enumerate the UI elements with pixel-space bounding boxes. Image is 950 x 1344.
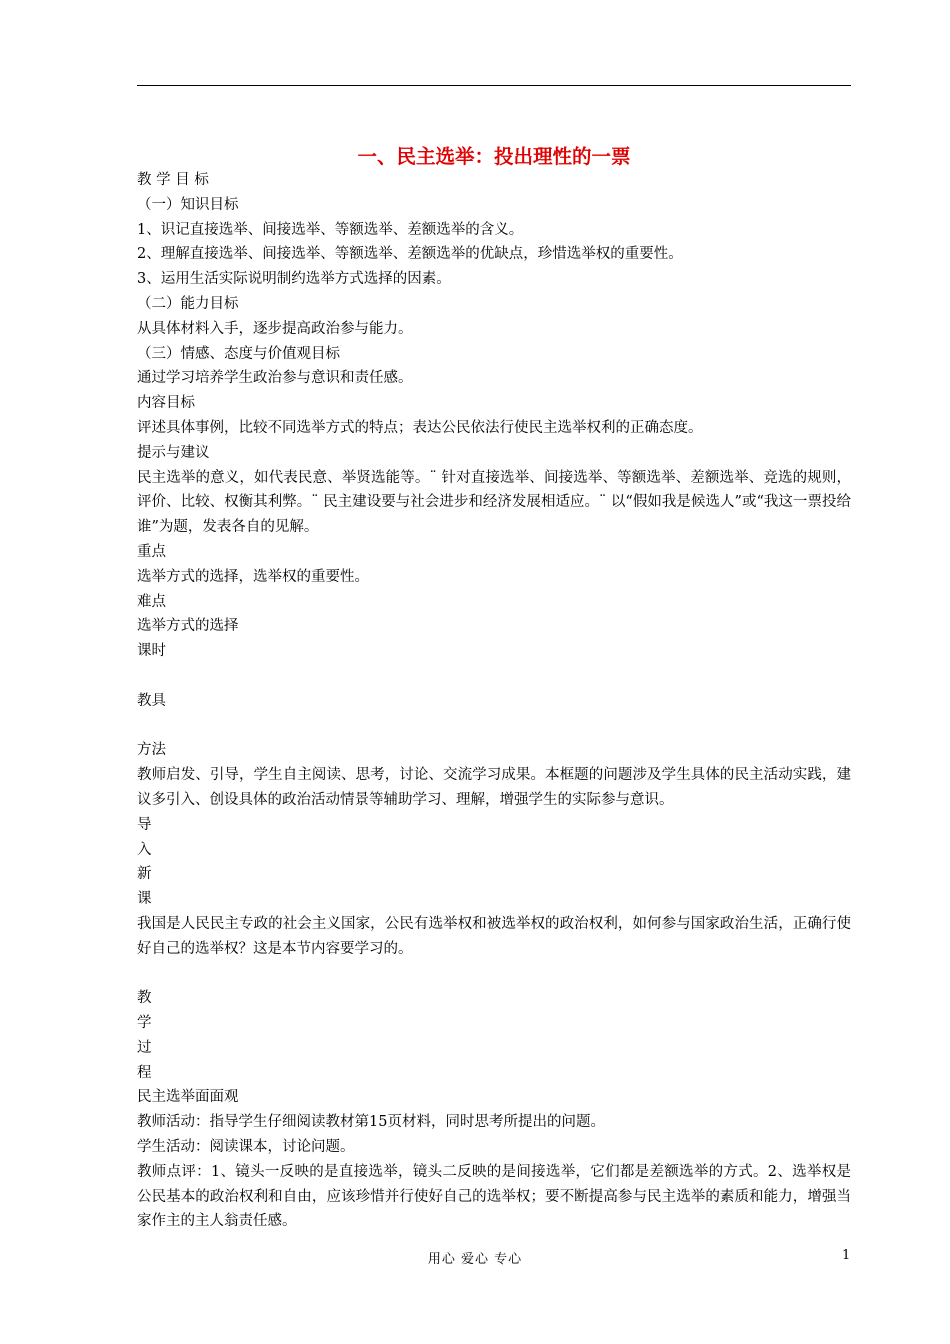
paragraph: 1、识记直接选举、间接选举、等额选举、差额选举的含义。 <box>137 221 524 238</box>
paragraph: 从具体材料入手，逐步提高政治参与能力。 <box>137 320 413 337</box>
paragraph: 教师启发、引导，学生自主阅读、思考，讨论、交流学习成果。本框题的问题涉及学生具体的民主活动实践，建议多引入、创设具体的政治活动情景等辅助学习、理解，增强学生的实际参与意识。 <box>137 767 851 808</box>
blank-line <box>137 962 851 987</box>
document-text <box>137 168 851 1234</box>
section-heading-key-points: 重点 <box>137 543 166 560</box>
vertical-heading-char: 教 <box>137 990 152 1007</box>
vertical-heading-char: 课 <box>137 891 152 908</box>
blank-line <box>137 714 851 739</box>
paragraph: 学生活动：阅读课本，讨论问题。 <box>137 1139 355 1156</box>
paragraph: 评述具体事例，比较不同选举方式的特点；表达公民依法行使民主选举权利的正确态度。 <box>137 419 703 436</box>
paragraph: 教师点评：1、镜头一反映的是直接选举，镜头二反映的是间接选举，它们都是差额选举的方式。2、选举权是公民基本的政治权利和自由，应该珍惜并行使好自己的选举权；要不断提高参与民主选举的素质和能力，增强当家作主的主人翁责任感。 <box>137 1163 851 1230</box>
subheading-democratic-elections: 民主选举面面观 <box>137 1089 239 1106</box>
paragraph: 通过学习培养学生政治参与意识和责任感。 <box>137 370 413 387</box>
header-rule <box>137 85 851 86</box>
vertical-heading-char: 程 <box>137 1064 152 1081</box>
paragraph: 选举方式的选择 <box>137 618 239 635</box>
subheading-ability-goals: （二）能力目标 <box>137 295 239 312</box>
vertical-heading-char: 入 <box>137 841 152 858</box>
section-heading-methods: 方法 <box>137 742 166 759</box>
blank-line <box>137 664 851 689</box>
section-heading-content-goals: 内容目标 <box>137 395 195 412</box>
section-heading-teaching-aids: 教具 <box>137 692 166 709</box>
paragraph: 我国是人民民主专政的社会主义国家，公民有选举权和被选举权的政治权利，如何参与国家政治生活，正确行使好自己的选举权？这是本节内容要学习的。 <box>137 915 851 957</box>
footer-motto: 用心 爱心 专心 <box>427 1252 523 1267</box>
paragraph: 教师活动：指导学生仔细阅读教材第15页材料，同时思考所提出的问题。 <box>137 1114 605 1131</box>
paragraph: 民主选举的意义，如代表民意、举贤选能等。¨ 针对直接选举、间接选举、等额选举、差额选举、竞选的规则，评价、比较、权衡其利弊。¨ 民主建设要与社会进步和经济发展相适应。¨ 以“假如我是候选人”或“我这一票投给谁”为题，发表各自的见解。 <box>137 469 851 536</box>
page-number: 1 <box>842 1248 851 1263</box>
vertical-heading-char: 过 <box>137 1039 152 1056</box>
paragraph: 3、运用生活实际说明制约选举方式选择的因素。 <box>137 271 451 288</box>
subheading-emotion-goals: （三）情感、态度与价值观目标 <box>137 345 340 362</box>
vertical-heading-char: 学 <box>137 1015 152 1032</box>
document-title: 一、民主选举：投出理性的一票 <box>357 145 631 168</box>
paragraph: 选举方式的选择，选举权的重要性。 <box>137 568 369 585</box>
paragraph: 2、理解直接选举、间接选举、等额选举、差额选举的优缺点，珍惜选举权的重要性。 <box>137 246 683 263</box>
section-heading-tips: 提示与建议 <box>137 444 210 461</box>
section-heading-class-hours: 课时 <box>137 643 166 660</box>
vertical-heading-char: 导 <box>137 816 152 833</box>
subheading-knowledge-goals: （一）知识目标 <box>137 196 239 213</box>
section-heading-difficulties: 难点 <box>137 593 166 610</box>
section-heading-teaching-goals: 教 学 目 标 <box>137 172 209 188</box>
vertical-heading-char: 新 <box>137 866 152 883</box>
